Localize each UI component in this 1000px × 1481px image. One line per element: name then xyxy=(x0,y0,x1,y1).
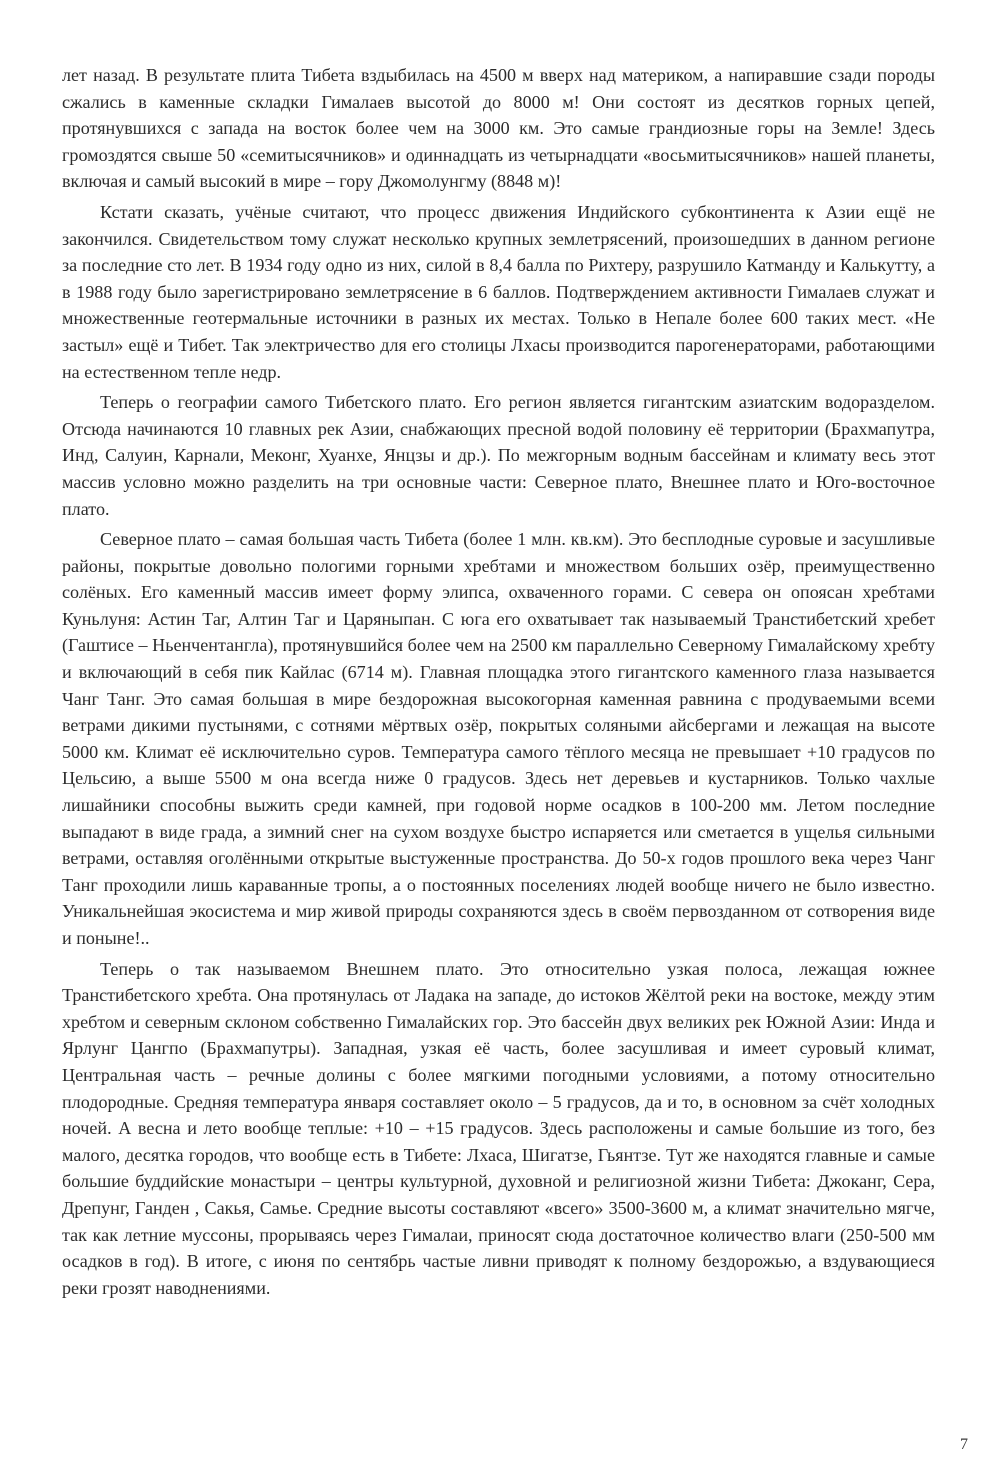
paragraph-geography: Теперь о географии самого Тибетского плато. Его регион является гигантским азиатским водоразделом. Отсюда начинаются 10 главных рек Азии, снабжающих пресной водой половину её территории (Брахмапутра, Инд, Салуин, Карнали, Меконг, Хуанхе, Янцзы и др.). По межгорным водным бассейнам и климату весь этот массив условно можно разделить на три основные части: Северное плато, Внешнее плато и Юго-восточное плато. xyxy=(62,392,935,519)
page-number: 7 xyxy=(960,1436,968,1453)
paragraph-northern-plateau: Северное плато – самая большая часть Тибета (более 1 млн. кв.км). Это бесплодные суровые и засушливые районы, покрытые довольно пологими горными хребтами и множеством больших озёр, преимущественно солёных. Его каменный массив имеет форму элипса, охваченного горами. С севера он опоясан хребтами Куньлуня: Астин Таг, Алтин Таг и Царяныпан. С юга его охватывает так называемый Транстибетский хребет (Гаштисе – Ньенчентангла), протянувшийся более чем на 2500 км параллельно Северному Гималайскому хребту и включающий в себя пик Кайлас (6714 м). Главная площадка этого гигантского каменного глаза называется Чанг Танг. Это самая большая в мире бездорожная высокогорная каменная равнина с продуваемыми всеми ветрами дикими пустынями, с сотнями мёртвых озёр, покрытых соляными айсбергами и лежащая на высоте 5000 км. Климат её исключительно суров. Температура самого тёплого месяца не превышает +10 градусов по Цельсию, а выше 5500 м она всегда ниже 0 градусов. Здесь нет деревьев и кустарников. Только чахлые лишайники способны выжить среди камней, при годовой норме осадков в 100-200 мм. Летом последние выпадают в виде града, а зимний снег на сухом воздухе быстро испаряется или сметается в ущелья сильными ветрами, оставляя оголёнными открытые выстуженные пространства. До 50-х годов прошлого века через Чанг Танг проходили лишь караванные тропы, а о постоянных поселениях людей вообще ничего не было известно. Уникальнейшая экосистема и мир живой природы сохраняются здесь в своём первозданном от сотворения виде и поныне!.. xyxy=(62,529,935,948)
paragraph-outer-plateau: Теперь о так называемом Внешнем плато. Это относительно узкая полоса, лежащая южнее Транстибетского хребта. Она протянулась от Ладака на западе, до истоков Жёлтой реки на востоке, между этим хребтом и северным склоном собственно Гималайских гор. Это бассейн двух великих рек Южной Азии: Инда и Ярлунг Цангпо (Брахмапутры). Западная, узкая её часть, более засушливая и имеет суровый климат, Центральная часть – речные долины с более мягкими погодными условиями, а потому относительно плодородные. Средняя температура января составляет около – 5 градусов, да и то, в основном за счёт холодных ночей. А весна и лето вообще теплые: +10 – +15 градусов. Здесь расположены и самые большие из того, без малого, десятка городов, что вообще есть в Тибете: Лхаса, Шигатзе, Гьянтзе. Тут же находятся главные и самые большие буддийские монастыри – центры культурной, духовной и религиозной жизни Тибета: Джоканг, Сера, Дрепунг, Ганден , Сакья, Самье. Средние высоты составляют «всего» 3500-3600 м, а климат значительно мягче, так как летние муссоны, прорываясь через Гималаи, приносят сюда достаточное количество влаги (250-500 мм осадков в год). В итоге, с июня по сентябрь частые ливни приводят к полному бездорожью, а вздувающиеся реки грозят наводнениями. xyxy=(62,958,935,1298)
page-body xyxy=(62,62,935,1305)
paragraph-continuation: лет назад. В результате плита Тибета вздыбилась на 4500 м вверх над материком, а напиравшие сзади породы сжались в каменные складки Гималаев высотой до 8000 м! Они состоят из десятков горных цепей, протянувшихся с запада на восток более чем на 3000 км. Это самые грандиозные горы на Земле! Здесь громоздятся свыше 50 «семитысячников» и одиннадцать из четырнадцати «восьмитысячников» нашей планеты, включая и самый высокий в мире – гору Джомолунгму (8848 м)! xyxy=(62,65,935,192)
paragraph-earthquakes: Кстати сказать, учёные считают, что процесс движения Индийского субконтинента к Азии ещё не закончился. Свидетельством тому служат несколько крупных землетрясений, произошедших в данном регионе за последние сто лет. В 1934 году одно из них, силой в 8,4 балла по Рихтеру, разрушило Катманду и Калькутту, а в 1988 году было зарегистрировано землетрясение в 6 баллов. Подтверждением активности Гималаев служат и множественные геотермальные источники в разных их местах. Только в Непале более 600 таких мест. «Не застыл» ещё и Тибет. Так электричество для его столицы Лхасы производится парогенераторами, работающими на естественном тепле недр. xyxy=(62,201,935,382)
